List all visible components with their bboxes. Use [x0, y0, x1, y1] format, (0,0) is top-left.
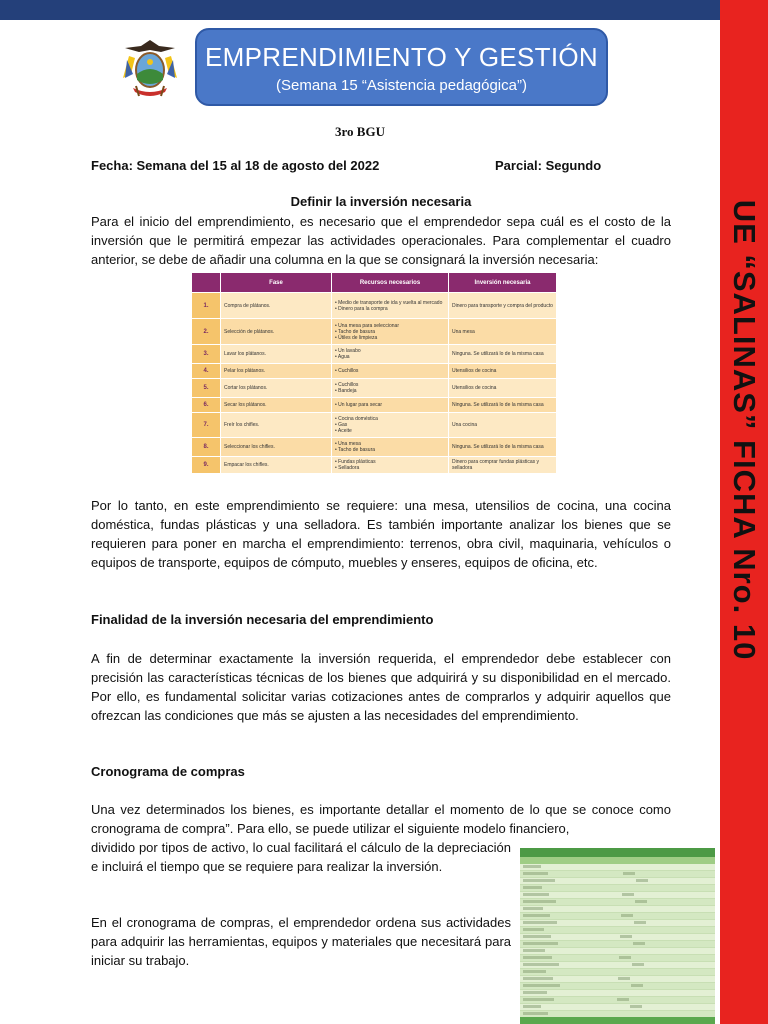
financial-table-row [520, 913, 715, 920]
financial-table-row [520, 934, 715, 941]
table-row [192, 379, 557, 398]
financial-table-subheader [520, 857, 715, 864]
table-header-num [192, 273, 221, 293]
phase-resources: • Una mesa • Tacho de basura [332, 438, 449, 457]
financial-table-row [520, 948, 715, 955]
table-header-inversion: Inversión necesaria [449, 273, 557, 293]
phase-name: Seleccionar los chifles. [221, 438, 332, 457]
financial-table-row [520, 871, 715, 878]
paragraph-cronograma-top: Una vez determinados los bienes, es importante detallar el momento de lo que se conoce como cronograma de compra”. Para ello, se puede utilizar el siguiente modelo financiero, [91, 802, 671, 836]
phase-investment: Ninguna. Se utilizará lo de la misma casa [449, 345, 557, 364]
phase-investment: Utensilios de cocina [449, 379, 557, 398]
financial-table-row [520, 878, 715, 885]
phase-resources: • Un lugar para secar [332, 398, 449, 413]
section-heading-inversion: Definir la inversión necesaria [290, 194, 472, 209]
table-row [192, 413, 557, 438]
phase-investment: Ninguna. Se utilizará lo de la misma casa [449, 438, 557, 457]
page-subtitle: (Semana 15 “Asistencia pedagógica”) [276, 77, 527, 94]
financial-table-row [520, 997, 715, 1004]
financial-table-row [520, 976, 715, 983]
phase-name: Lavar los plátanos. [221, 345, 332, 364]
phase-number: 9. [192, 457, 221, 474]
financial-table-row [520, 892, 715, 899]
financial-table-row [520, 955, 715, 962]
phase-investment: Una mesa [449, 319, 557, 345]
title-box [195, 28, 608, 106]
financial-table-row [520, 899, 715, 906]
financial-model-table-image [520, 848, 715, 1024]
paragraph-cronograma-last: En el cronograma de compras, el emprendedor ordena sus actividades para adquirir las herramientas, equipos y materiales que necesitará para iniciar su trabajo. [91, 915, 511, 968]
phase-resources: • Cuchillos • Bandeja [332, 379, 449, 398]
top-bar [0, 0, 720, 20]
financial-table-row [520, 941, 715, 948]
phase-resources: • Medio de transporte de ida y vuelta al mercado • Dinero para la compra [332, 293, 449, 319]
phase-resources: • Un lavabo • Agua [332, 345, 449, 364]
phase-investment: Ninguna. Se utilizará lo de la misma casa [449, 398, 557, 413]
financial-table-row [520, 969, 715, 976]
phase-name: Cortar los plátanos. [221, 379, 332, 398]
phase-resources: • Fundas plásticas • Selladora [332, 457, 449, 474]
table-row [192, 293, 557, 319]
phase-investment: Dinero para transporte y compra del producto [449, 293, 557, 319]
financial-table-row [520, 990, 715, 997]
phase-name: Pelar los plátanos. [221, 364, 332, 379]
grade-label: 3ro BGU [335, 124, 385, 139]
section-heading-cronograma: Cronograma de compras [91, 764, 245, 779]
financial-table-row [520, 906, 715, 913]
table-header-recursos: Recursos necesarios [332, 273, 449, 293]
phase-number: 1. [192, 293, 221, 319]
financial-table-header [520, 848, 715, 857]
phase-investment: Una cocina [449, 413, 557, 438]
financial-table-row [520, 1004, 715, 1011]
phase-investment: Utensilios de cocina [449, 364, 557, 379]
financial-table-row [520, 983, 715, 990]
table-row [192, 345, 557, 364]
table-row [192, 457, 557, 474]
page-title: EMPRENDIMIENTO Y GESTIÓN [205, 42, 598, 72]
financial-table-footer [520, 1017, 715, 1024]
table-row [192, 319, 557, 345]
phase-number: 6. [192, 398, 221, 413]
ecuador-coat-of-arms-logo [121, 38, 179, 100]
phase-number: 7. [192, 413, 221, 438]
table-header-fase: Fase [221, 273, 332, 293]
phase-investment: Dinero para comprar fundas plásticas y selladora [449, 457, 557, 474]
date-line: Fecha: Semana del 15 al 18 de agosto del 2022 [91, 158, 380, 173]
phase-number: 3. [192, 345, 221, 364]
financial-table-row [520, 920, 715, 927]
table-row [192, 398, 557, 413]
phase-name: Empacar los chifles. [221, 457, 332, 474]
phase-resources: • Cocina doméstica • Gas • Aceite [332, 413, 449, 438]
phase-resources: • Una mesa para seleccionar • Tacho de basura • Útiles de limpieza [332, 319, 449, 345]
phase-number: 2. [192, 319, 221, 345]
financial-table-row [520, 885, 715, 892]
paragraph-requirements: Por lo tanto, en este emprendimiento se requiere: una mesa, utensilios de cocina, una cocina doméstica, fundas plásticas y una selladora. Es también importante analizar los bienes que se requieren para poner en marcha el emprendimiento: terrenos, obra civil, maquinaria, vehículos o equipos de transporte, equipos de cómputo, muebles y enseres, equipos de oficina, etc. [91, 498, 671, 570]
phase-name: Compra de plátanos. [221, 293, 332, 319]
parcial-label: Parcial: Segundo [495, 158, 602, 173]
paragraph-finalidad: A fin de determinar exactamente la inversión requerida, el emprendedor debe establecer con precisión las características técnicas de los bienes que adquirirá y su disponibilidad en el mercado. Por ello, es fundamental solicitar varias cotizaciones antes de comprarlos y adquirir aquellos que ofrezcan las condiciones que más se ajusten a las necesidades del emprendimiento. [91, 651, 671, 723]
phase-name: Secar los plátanos. [221, 398, 332, 413]
phase-name: Selección de plátanos. [221, 319, 332, 345]
financial-table-row [520, 962, 715, 969]
phase-number: 4. [192, 364, 221, 379]
paragraph-intro: Para el inicio del emprendimiento, es necesario que el emprendedor sepa cuál es el costo de la inversión que le permitirá empezar las actividades operacionales. Para complementar el cuadro anterior, se debe de añadir una columna en la que se consignará la inversión necesaria: [91, 214, 671, 267]
table-row [192, 438, 557, 457]
table-row [192, 364, 557, 379]
financial-table-row [520, 927, 715, 934]
phase-name: Freír los chifles. [221, 413, 332, 438]
phase-number: 5. [192, 379, 221, 398]
phase-number: 8. [192, 438, 221, 457]
phases-table [191, 272, 557, 474]
financial-table-row [520, 864, 715, 871]
paragraph-cronograma-narrow: dividido por tipos de activo, lo cual facilitará el cálculo de la depreciación e incluirá el tiempo que se requiere para realizar la inversión. [91, 840, 511, 874]
section-heading-finalidad: Finalidad de la inversión necesaria del emprendimiento [91, 612, 434, 627]
phase-resources: • Cuchillos [332, 364, 449, 379]
